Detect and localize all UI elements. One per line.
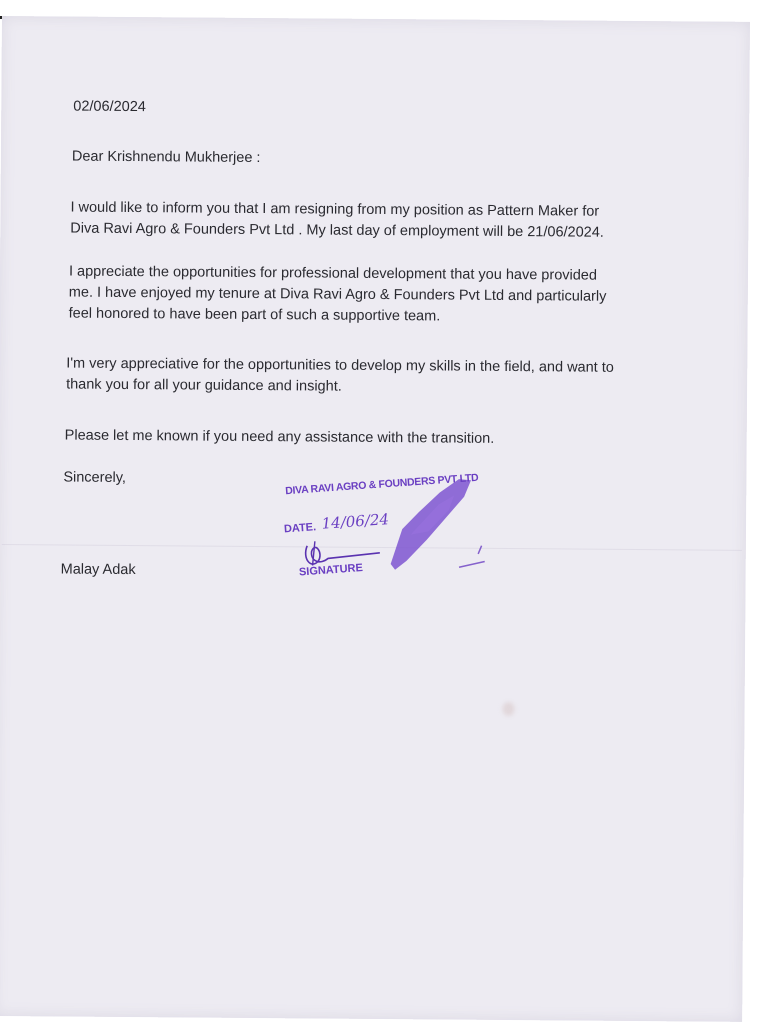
letter-date: 02/06/2024 <box>73 98 146 116</box>
stamp-date-label: DATE. <box>283 521 317 536</box>
paragraph-line: me. I have enjoyed my tenure at Diva Ravi Agro & Founders Pvt Ltd and particularly <box>68 284 607 305</box>
paragraph-line: I appreciate the opportunities for professional development that you have provided <box>68 263 598 284</box>
stamp-company-name: DIVA RAVI AGRO & FOUNDERS PVT LTD <box>284 471 479 498</box>
paragraph-line: I would like to inform you that I am resigning from my position as Pattern Maker for <box>70 199 600 220</box>
paragraph-line: Diva Ravi Agro & Founders Pvt Ltd . My last day of employment will be 21/06/2024. <box>70 220 604 241</box>
paragraph-line: I'm very appreciative for the opportunities to develop my skills in the field, and want to <box>66 355 614 376</box>
paragraph-line: feel honored to have been part of such a supportive team. <box>68 305 441 325</box>
stamp-date-value: 14/06/24 <box>321 510 390 533</box>
stamp-signature-label: SIGNATURE <box>298 562 364 579</box>
paper-stain <box>503 702 515 716</box>
letter-salutation: Dear Krishnendu Mukherjee : <box>71 148 261 167</box>
letter-closing: Sincerely, <box>63 469 127 486</box>
signer-name: Malay Adak <box>60 561 136 579</box>
letter-paragraph-3 <box>66 354 706 401</box>
letter-paragraph-2 <box>69 262 709 330</box>
letter-paragraph-4: Please let me known if you need any assistance with the transition. <box>64 427 495 447</box>
company-stamp <box>265 448 514 604</box>
paragraph-line: thank you for all your guidance and insight. <box>66 376 342 395</box>
letter-paragraph-1 <box>70 198 710 245</box>
